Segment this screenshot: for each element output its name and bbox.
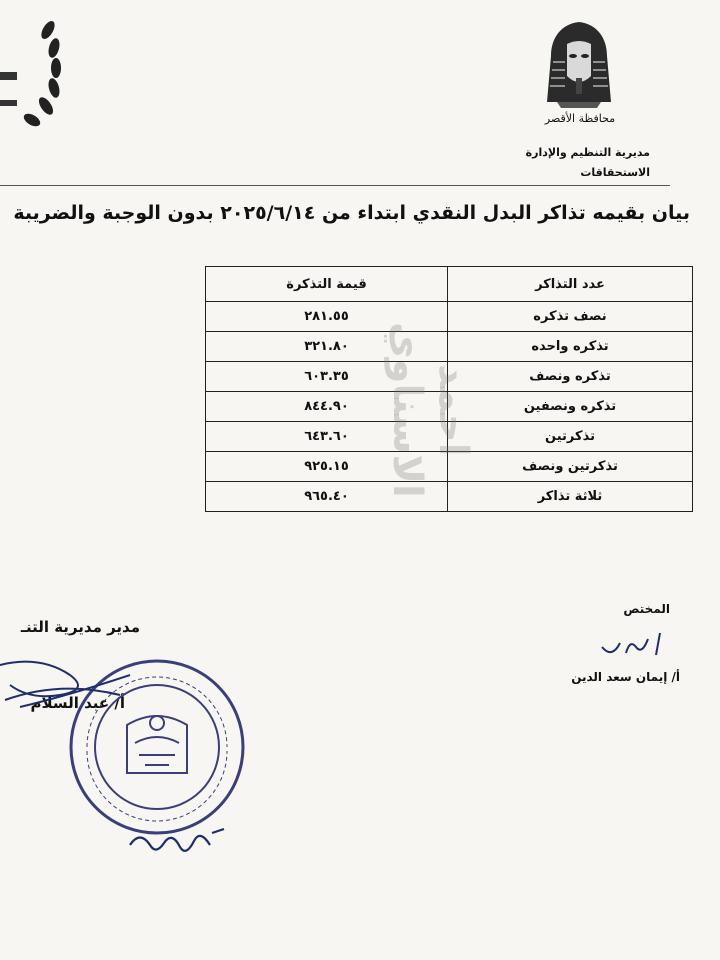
specialist-title: المختص [623,602,670,616]
specialist-signature [590,625,670,665]
column-header-count: عدد التذاكر [448,267,693,302]
column-header-value: قيمة التذكرة [206,267,448,302]
document-title: بيان بقيمه تذاكر البدل النقدي ابتداء من ٢٠٢٥/٦/١٤ بدون الوجبة والضريبة [13,202,690,224]
handwritten-number [120,815,230,865]
director-name: أ/ عبد السلام [30,694,125,712]
wreath-emblem-icon [0,10,70,130]
row-label: تذكرتين [448,422,693,452]
watermark-text: احمد الاسناوي [384,322,476,498]
section-title: الاستحقاقات [580,166,650,179]
specialist-name: أ/ إيمان سعد الدين [571,670,680,684]
header-divider [0,185,670,186]
directorate-title: مديرية التنظيم والإدارة [525,146,650,159]
row-label: نصف تذكره [448,302,693,332]
row-label: ثلاثة تذاكر [448,482,693,512]
row-label: تذكرتين ونصف [448,452,693,482]
director-title: مدير مديرية التنـ [20,618,140,636]
row-value: ٩٦٥.٤٠ [206,482,448,512]
row-value: ٨٤٤.٩٠ [206,392,448,422]
governorate-label: محافظة الأقصر [544,112,616,125]
row-value: ٢٨١.٥٥ [206,302,448,332]
row-value: ٦٠٣.٣٥ [206,362,448,392]
row-value: ٣٢١.٨٠ [206,332,448,362]
row-value: ٦٤٣.٦٠ [206,422,448,452]
director-signature [0,645,140,715]
row-label: تذكره ونصفين [448,392,693,422]
row-value: ٩٢٥.١٥ [206,452,448,482]
row-label: تذكره ونصف [448,362,693,392]
row-label: تذكره واحده [448,332,693,362]
pharaoh-mask-icon [543,18,615,110]
